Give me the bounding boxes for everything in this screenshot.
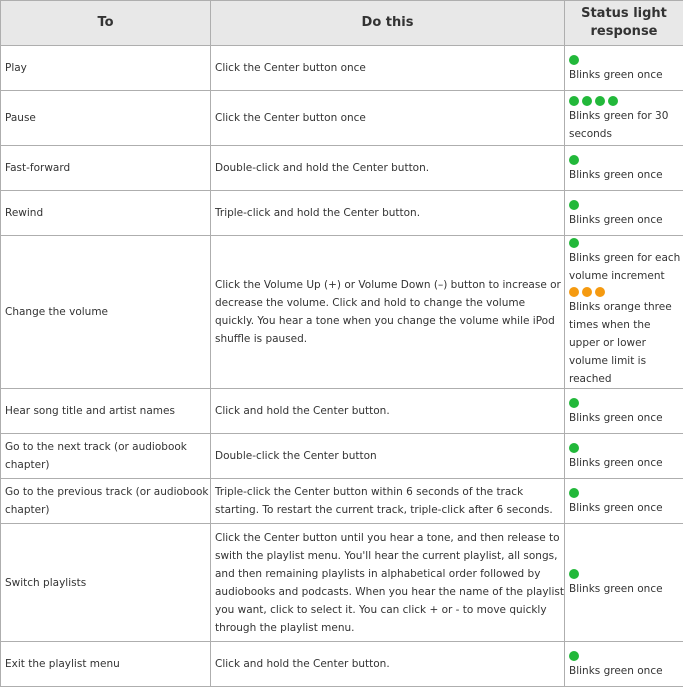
cell-to: Hear song title and artist names [1,389,211,434]
status-light-indicator [569,153,683,166]
cell-status [565,91,683,146]
cell-to: Switch playlists [1,524,211,642]
table-row [1,479,683,524]
status-light-indicator [569,236,683,249]
cell-to: Go to the next track (or audiobook chapter) [1,434,211,479]
green-dot-icon [569,569,579,579]
cell-status [565,146,683,191]
green-dot-icon [582,96,592,106]
cell-to: Change the volume [1,236,211,389]
cell-do: Click and hold the Center button. [211,389,565,434]
status-text: Blinks green once [569,213,663,226]
cell-do: Double-click and hold the Center button. [211,146,565,191]
table-row [1,46,683,91]
cell-do: Triple-click and hold the Center button. [211,191,565,236]
header-do-this: Do this [211,1,565,46]
status-light-indicator [569,53,683,66]
table-row [1,389,683,434]
cell-to: Pause [1,91,211,146]
status-light-indicator [569,396,683,409]
table-row [1,642,683,687]
cell-status [565,236,683,389]
orange-dot-icon [569,287,579,297]
status-text: Blinks green once [569,664,663,677]
cell-do: Click and hold the Center button. [211,642,565,687]
header-status: Status light response [565,1,683,46]
cell-do: Click the Center button once [211,46,565,91]
cell-to: Rewind [1,191,211,236]
green-dot-icon [569,398,579,408]
header-to: To [1,1,211,46]
cell-do: Click the Center button until you hear a tone, and then release to swith the playlist menu. You'll hear the current playlist, all songs, and then remaining playlists in alphabetical order followed by audiobooks and podcasts. When you hear the name of the playlist you want, click to select it. You can click + or - to move quickly through the playlist menu. [211,524,565,642]
cell-to: Play [1,46,211,91]
green-dot-icon [569,443,579,453]
status-text: Blinks green once [569,411,663,424]
cell-status [565,642,683,687]
status-text: Blinks green once [569,456,663,469]
orange-dot-icon [595,287,605,297]
cell-to: Fast-forward [1,146,211,191]
status-light-indicator [569,198,683,211]
green-dot-icon [569,488,579,498]
cell-status [565,434,683,479]
status-text: Blinks green once [569,68,663,81]
status-text: Blinks green once [569,501,663,514]
table-row [1,524,683,642]
status-text: Blinks orange three times when the upper or lower volume limit is reached [569,301,672,385]
cell-do: Click the Volume Up (+) or Volume Down (–) button to increase or decrease the volume. Click and hold to change the volume quickly. You hear a tone when you change the volume while iPod shuffle is paused. [211,236,565,389]
status-text: Blinks green for 30 seconds [569,109,669,140]
orange-dot-icon [582,287,592,297]
cell-do: Double-click the Center button [211,434,565,479]
status-light-indicator [569,285,683,298]
green-dot-icon [569,651,579,661]
cell-status [565,524,683,642]
status-text: Blinks green once [569,168,663,181]
cell-status [565,479,683,524]
cell-to: Go to the previous track (or audiobook chapter) [1,479,211,524]
table-row [1,191,683,236]
status-light-indicator [569,649,683,662]
green-dot-icon [595,96,605,106]
status-text: Blinks green for each volume increment [569,252,681,282]
green-dot-icon [569,238,579,248]
green-dot-icon [569,155,579,165]
table-row [1,236,683,389]
green-dot-icon [569,96,579,106]
status-light-indicator [569,486,683,499]
header-row [1,1,683,46]
green-dot-icon [569,55,579,65]
green-dot-icon [569,200,579,210]
cell-do: Triple-click the Center button within 6 seconds of the track starting. To restart the current track, triple-click after 6 seconds. [211,479,565,524]
green-dot-icon [608,96,618,106]
cell-status [565,389,683,434]
cell-do: Click the Center button once [211,91,565,146]
table-row [1,434,683,479]
cell-to: Exit the playlist menu [1,642,211,687]
table-row [1,91,683,146]
cell-status [565,46,683,91]
cell-status [565,191,683,236]
status-light-indicator [569,94,683,107]
status-light-indicator [569,567,683,580]
status-light-indicator [569,441,683,454]
table-row [1,146,683,191]
status-text: Blinks green once [569,583,663,595]
